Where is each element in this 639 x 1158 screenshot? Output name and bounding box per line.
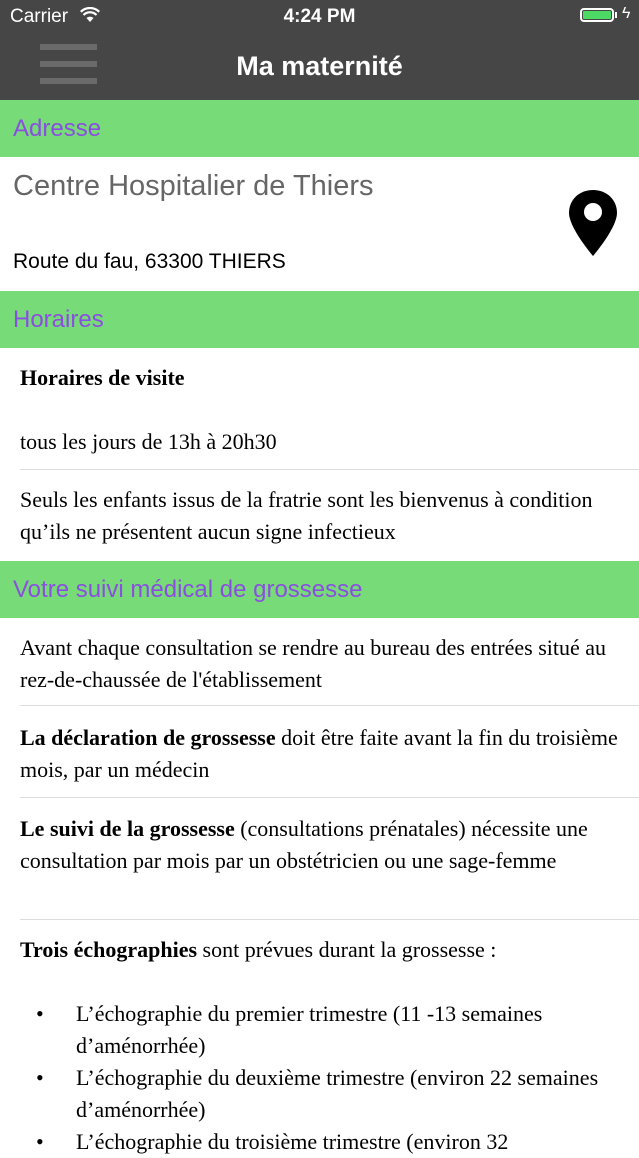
divider [20,705,639,706]
bullet-icon: • [36,1129,44,1154]
hospital-name: Centre Hospitalier de Thiers [13,170,374,202]
page-title: Ma maternité [236,51,403,81]
bullet-icon: • [36,1065,44,1090]
pregnancy-followup-bold: Le suivi de la grossesse [20,816,235,841]
list-item-text: L’échographie du troisième trimestre (environ 32 [76,1129,509,1154]
pregnancy-followup-info [20,813,620,877]
status-time: 4:24 PM [283,6,356,27]
battery-tip [615,12,617,18]
visiting-hours-note: Seuls les enfants issus de la fratrie sont les bienvenus à condition qu’ils ne présentent aucun signe infectieux [20,487,593,544]
ultrasound-intro [20,934,620,966]
hospital-address: Route du fau, 63300 THIERS [13,250,286,273]
visiting-hours-schedule: tous les jours de 13h à 20h30 [20,429,277,454]
pregnancy-followup-text: (consultations prénatales) nécessite une consultation par mois par un obstétricien ou une sage-femme [20,816,588,873]
pregnancy-declaration-bold: La déclaration de grossesse [20,725,276,750]
battery-icon [580,8,614,22]
nav-bar [0,32,639,100]
divider [20,797,639,798]
bullet-icon: • [36,1001,44,1026]
section-header-hours: Horaires [0,291,639,348]
ultrasound-intro-text: sont prévues durant la grossesse : [197,937,497,962]
ultrasound-intro-bold: Trois échographies [20,937,198,962]
divider [20,919,639,920]
section-header-address: Adresse [0,100,639,157]
carrier-label: Carrier [10,6,69,27]
pregnancy-declaration-text: doit être faite avant la fin du troisième mois, par un médecin [20,725,618,782]
charging-icon: ϟ [622,5,631,22]
divider [20,469,639,470]
map-pin-icon[interactable] [567,188,619,258]
list-item-text: L’échographie du premier trimestre (11 -13 semaines d’aménorrhée) [76,1001,543,1058]
consultation-info: Avant chaque consultation se rendre au bureau des entrées situé au rez-de-chaussée de l'établissement [20,635,607,692]
section-header-medical: Votre suivi médical de grossesse [0,561,639,618]
visiting-hours-title: Horaires de visite [20,365,185,390]
status-bar [0,0,639,32]
list-item-text: L’échographie du deuxième trimestre (environ 22 semaines d’aménorrhée) [76,1065,599,1122]
pregnancy-declaration-info [20,722,620,786]
